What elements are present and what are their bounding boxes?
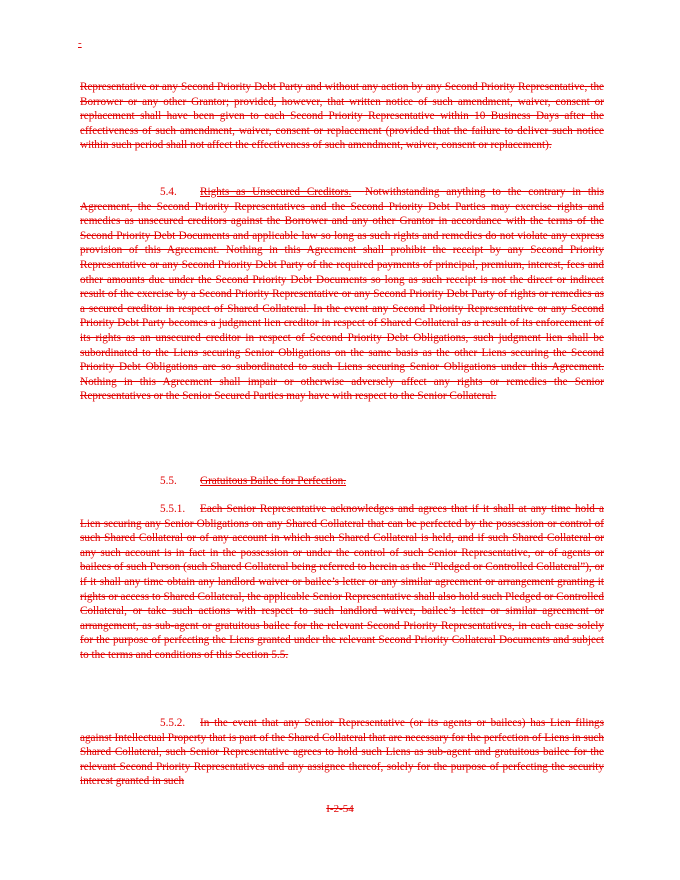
section-5-5-2 [80,716,604,789]
section-heading: Gratuitous Bailee for Perfection. [200,475,347,487]
section-5-4 [80,185,604,404]
section-heading: Rights as Unsecured Creditors. [200,186,352,198]
section-body: In the event that any Senior Representative (or its agents or bailees) has Lien filings against Intellectual Property that is part of the Shared Collateral that are necessary for the perfection of Liens in such Shared Collateral, such Senior Representative agrees to hold such Liens as sub-agent and gratuitous bailee for the relevant Second Priority Representatives and any assignee thereof, solely for the purpose of perfecting the security interest granted in such [80,717,604,788]
section-number: 5.4. [160,186,177,198]
section-5-5 [80,474,604,489]
section-number: 5.5.1. [160,503,186,515]
paragraph-text: Representative or any Second Priority Debt Party and without any action by any Second Priority Representative, the Borrower or any other Grantor; provided, however, that written notice of such amendment, waiver, consent or replacement shall have been given to each Second Priority Representative within 10 Business Days after the effectiveness of such amendment, waiver, consent or replacement (provided that the failure to deliver such notice within such period shall not affect the effectiveness of such amendment, waiver, consent or replacement). [80,81,604,152]
section-number: 5.5. [160,475,177,487]
section-5-5-1 [80,502,604,663]
section-body: Each Senior Representative acknowledges and agrees that if it shall at any time hold a Lien securing any Senior Obligations on any Shared Collateral that can be perfected by the possession or control of such Shared Collateral or of any account in which such Shared Collateral is held, and if such Shared Collateral or any such account is in fact in the possession or under the control of such Senior Representative, or of agents or bailees of such Person (such Shared Collateral being referred to herein as the “Pledged or Controlled Collateral”), or if it shall any time obtain any landlord waiver or bailee’s letter or any similar agreement or arrangement granting it rights or access to Shared Collateral, the applicable Senior Representative shall also hold such Pledged or Controlled Collateral, or take such actions with respect to such landlord waiver, bailee’s letter or similar agreement or arrangement, as sub-agent or gratuitous bailee for the relevant Second Priority Representatives, in each case solely for the purpose of perfecting the Liens granted under the relevant Second Priority Collateral Documents and subject to the terms and conditions of this Section 5.5. [80,503,604,661]
section-body: Notwithstanding anything to the contrary in this Agreement, the Second Priority Representatives and the Second Priority Debt Parties may exercise rights and remedies as unsecured creditors against the Borrower and any other Grantor in accordance with the terms of the Second Priority Debt Documents and applicable law so long as such rights and remedies do not violate any express provision of this Agreement. Nothing in this Agreement shall prohibit the receipt by any Second Priority Representative or any Second Priority Debt Party of the required payments of principal, premium, interest, fees and other amounts due under the Second Priority Debt Documents so long as such receipt is not the direct or indirect result of the exercise by a Second Priority Representative or any Second Priority Debt Party of rights or remedies as a secured creditor in respect of Shared Collateral. In the event any Second Priority Representative or any Second Priority Debt Party becomes a judgment lien creditor in respect of Shared Collateral as a result of its enforcement of its rights as an unsecured creditor in respect of Second Priority Debt Obligations, such judgment lien shall be subordinated to the Liens securing Senior Obligations on the same basis as the other Liens securing the Second Priority Debt Obligations are so subordinated to such Liens securing Senior Obligations under this Agreement. Nothing in this Agreement shall impair or otherwise adversely affect any rights or remedies the Senior Representatives or the Senior Secured Parties may have with respect to the Senior Collateral. [80,186,604,403]
page-number: I-2-54 [326,803,354,815]
section-number: 5.5.2. [160,717,186,729]
revision-mark: - [78,37,82,49]
paragraph-amendment-notice [80,80,604,153]
